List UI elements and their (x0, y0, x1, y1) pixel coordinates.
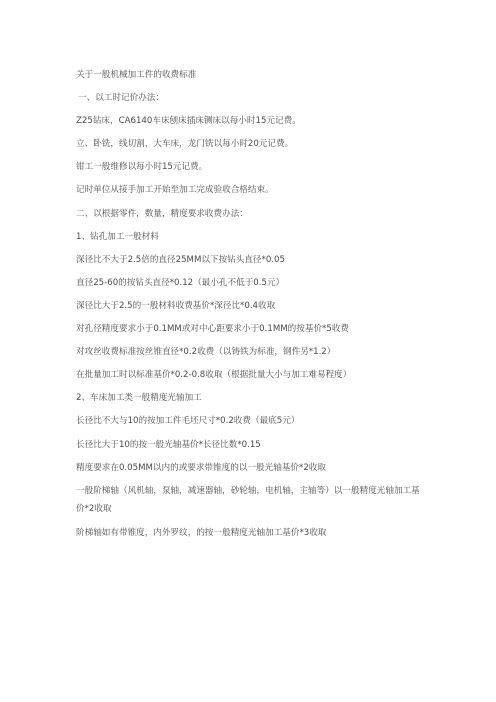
paragraph: 直径25-60的按钻头直径*0.12（最小孔不低于0.5元） (76, 277, 285, 288)
subsection-heading: 1、钻孔加工一般材料 (76, 231, 159, 242)
paragraph: 长径比不大与10的按加工件毛坯尺寸*0.2收费（最底5元） (76, 416, 300, 427)
paragraph: 对孔径精度要求小于0.1MM或对中心距要求小于0.1MM的按基价*5收费 (76, 324, 350, 335)
paragraph: 深径比大于2.5的一般材料收费基价*深径比*0.4收取 (76, 300, 276, 311)
paragraph: 长径比大于10的按一般光轴基价*长径比数*0.15 (76, 439, 261, 450)
paragraph: Z25钻床，CA6140车床刨床插床铡床以每小时15元记费。 (76, 116, 301, 127)
document-title: 关于一般机械加工件的收费标准 (76, 70, 197, 80)
paragraph: 一般阶梯轴（风机轴，泵轴，减速器轴，砂轮轴，电机轴，主轴等）以一般精度光轴加工基价*2收取 (76, 485, 420, 514)
paragraph: 精度要求在0.05MM以内的或要求带锥度的以一般光轴基价*2收取 (76, 462, 326, 473)
paragraph: 记时单位从接手加工开始至加工完成验收合格结束。 (76, 185, 274, 196)
paragraph: 在批量加工时以标准基价*0.2-0.8收取（根据批量大小与加工难易程度） (76, 370, 352, 381)
document-body (76, 64, 426, 545)
paragraph: 阶梯轴如有带锥度，内外罗纹，的按一般精度光轴加工基价*3收取 (76, 527, 327, 538)
subsection-heading: 2、车床加工类一般精度光轴加工 (76, 393, 202, 404)
section-heading: 一、以工时记价办法： (78, 93, 164, 104)
paragraph: 对攻丝收费标准按丝锥直径*0.2收费（以铸铁为标准，钢件另*1.2） (76, 347, 336, 358)
section-heading: 二、以根据零件，数量，精度要求收费办法： (76, 208, 248, 219)
paragraph: 钳工一般维修以每小时15元记费。 (76, 162, 208, 173)
paragraph: 深径比不大于2.5倍的直径25MM以下按钻头直径*0.05 (76, 254, 285, 265)
paragraph: 立、卧铣，线切割，大车床，龙门铣以每小时20元记费。 (76, 139, 294, 150)
